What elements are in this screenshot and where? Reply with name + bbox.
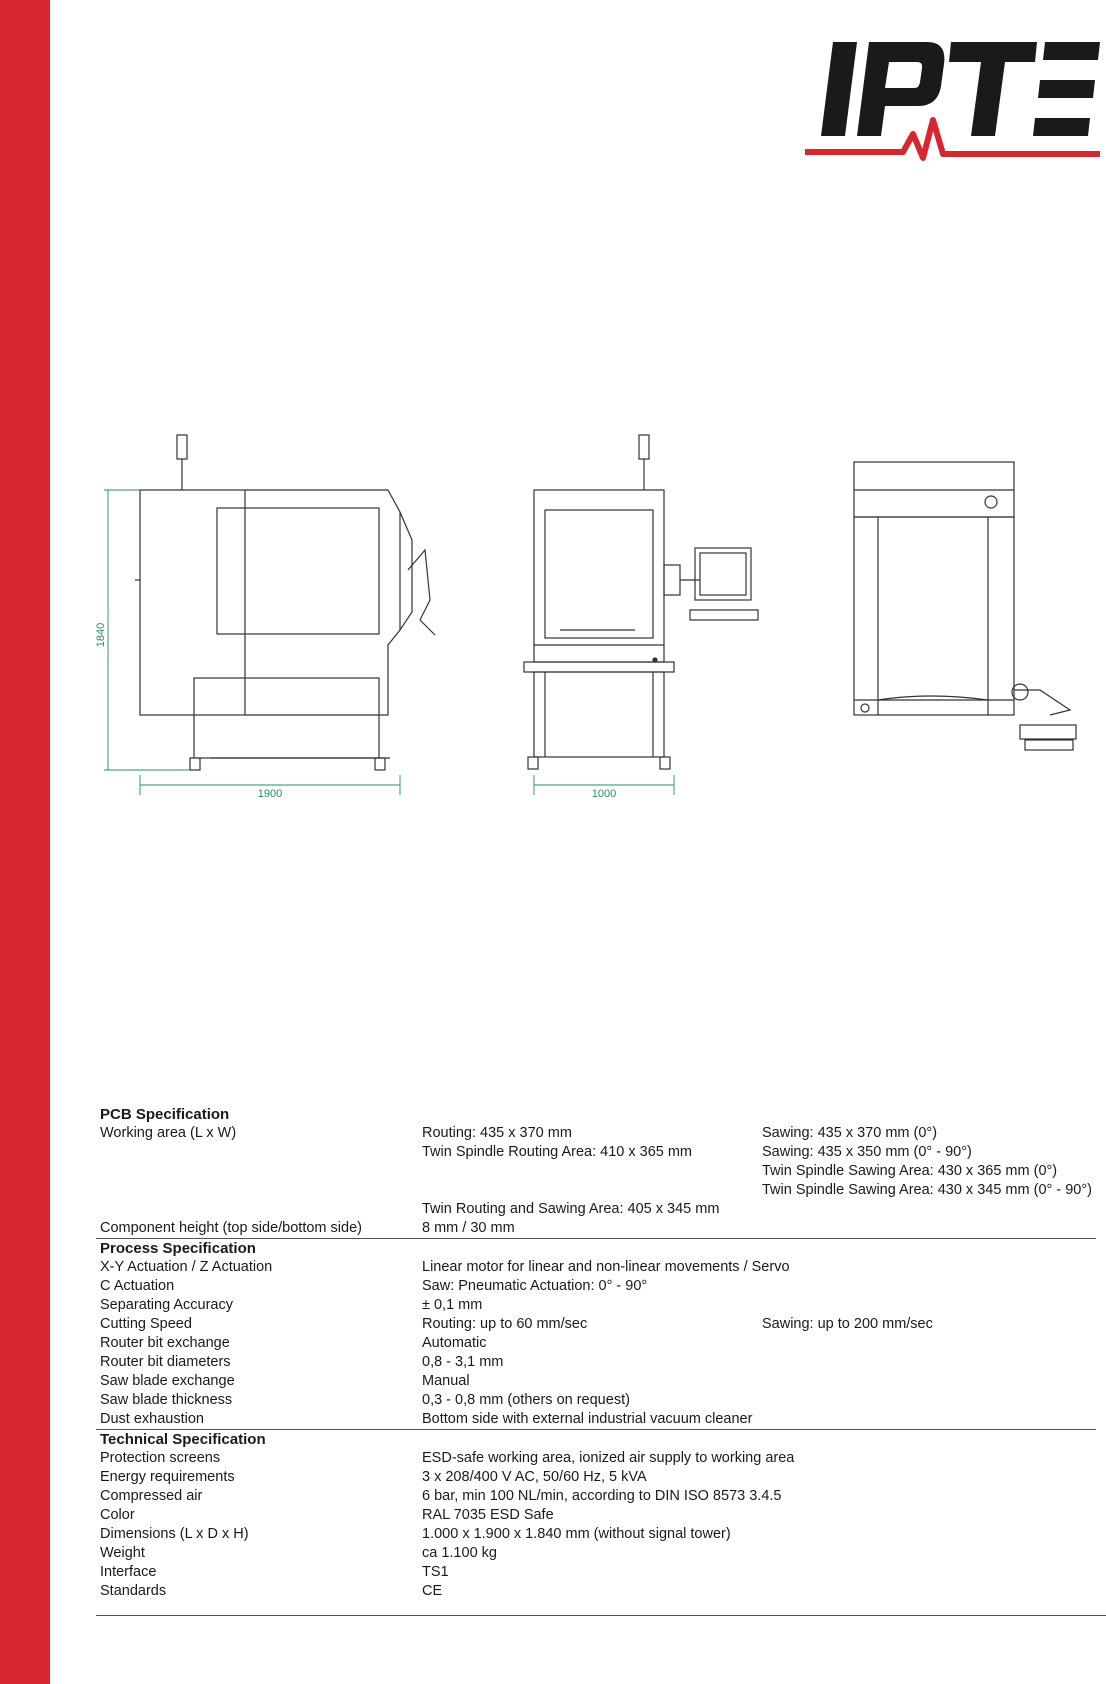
table-row bbox=[96, 1410, 1096, 1429]
table-row bbox=[96, 1296, 1096, 1315]
process-rows bbox=[96, 1258, 1096, 1429]
row-label: Working area (L x W) bbox=[100, 1125, 237, 1141]
row-label: Cutting Speed bbox=[100, 1316, 192, 1332]
row-value: Saw: Pneumatic Actuation: 0° - 90° bbox=[422, 1278, 648, 1294]
table-row bbox=[96, 1506, 1096, 1525]
table-row bbox=[96, 1277, 1096, 1296]
row-label: Saw blade thickness bbox=[100, 1392, 233, 1408]
front-view bbox=[524, 435, 758, 769]
pcb-specification bbox=[96, 1105, 1096, 1238]
row-value: Manual bbox=[422, 1373, 470, 1389]
table-row bbox=[96, 1143, 1096, 1162]
row-label: Dimensions (L x D x H) bbox=[100, 1526, 249, 1542]
table-row bbox=[96, 1353, 1096, 1372]
dim-height-label: 1840 bbox=[95, 622, 107, 648]
row-value: Bottom side with external industrial vacuum cleaner bbox=[422, 1411, 753, 1427]
row-label: Interface bbox=[100, 1564, 157, 1580]
row-extra bbox=[762, 1372, 1096, 1391]
table-row bbox=[96, 1200, 1096, 1219]
row-label: Router bit diameters bbox=[100, 1354, 231, 1370]
table-row bbox=[96, 1315, 1096, 1334]
row-value: ca 1.100 kg bbox=[422, 1545, 497, 1561]
top-view bbox=[854, 462, 1076, 750]
technical-specification bbox=[96, 1429, 1096, 1601]
row-label: Saw blade exchange bbox=[100, 1373, 235, 1389]
section-title: Technical Specification bbox=[100, 1431, 266, 1448]
row-extra: Twin Spindle Sawing Area: 430 x 345 mm (0° - 90°) bbox=[762, 1182, 1092, 1198]
row-label: Component height (top side/bottom side) bbox=[100, 1220, 362, 1236]
process-specification bbox=[96, 1238, 1096, 1429]
row-extra bbox=[762, 1410, 1096, 1429]
row-label: Standards bbox=[100, 1583, 167, 1599]
specification-table bbox=[96, 1105, 1096, 1601]
section-title: PCB Specification bbox=[100, 1106, 230, 1123]
row-label: Dust exhaustion bbox=[100, 1411, 204, 1427]
row-label: Compressed air bbox=[100, 1488, 203, 1504]
row-value: Twin Spindle Routing Area: 410 x 365 mm bbox=[422, 1144, 693, 1160]
row-value: Twin Routing and Sawing Area: 405 x 345 mm bbox=[422, 1201, 720, 1217]
row-label: C Actuation bbox=[100, 1278, 175, 1294]
row-extra: Twin Spindle Sawing Area: 430 x 365 mm (0°) bbox=[762, 1163, 1058, 1179]
row-extra bbox=[762, 1277, 1096, 1296]
side-view bbox=[135, 435, 435, 770]
row-value: CE bbox=[422, 1583, 443, 1599]
row-value: Routing: 435 x 370 mm bbox=[422, 1125, 572, 1141]
row-value: 8 mm / 30 mm bbox=[422, 1220, 515, 1236]
row-value: ± 0,1 mm bbox=[422, 1297, 483, 1313]
row-value: Linear motor for linear and non-linear movements / Servo bbox=[422, 1259, 790, 1275]
row-value: TS1 bbox=[422, 1564, 449, 1580]
table-row bbox=[96, 1525, 1096, 1544]
table-row bbox=[96, 1372, 1096, 1391]
row-label: X-Y Actuation / Z Actuation bbox=[100, 1259, 273, 1275]
row-label: Weight bbox=[100, 1545, 145, 1561]
row-extra bbox=[762, 1334, 1096, 1353]
table-row bbox=[96, 1219, 1096, 1238]
row-value: 0,8 - 3,1 mm bbox=[422, 1354, 504, 1370]
table-row bbox=[96, 1124, 1096, 1143]
table-row bbox=[96, 1162, 1096, 1181]
table-row bbox=[96, 1468, 1096, 1487]
table-row bbox=[96, 1391, 1096, 1410]
row-extra bbox=[762, 1258, 1096, 1277]
machine-technical-drawing bbox=[90, 430, 1106, 810]
row-value: 0,3 - 0,8 mm (others on request) bbox=[422, 1392, 630, 1408]
dim-width-front-label: 1000 bbox=[591, 788, 617, 800]
row-value: Automatic bbox=[422, 1335, 487, 1351]
row-extra bbox=[762, 1353, 1096, 1372]
row-extra: Sawing: 435 x 350 mm (0° - 90°) bbox=[762, 1144, 972, 1160]
table-row bbox=[96, 1449, 1096, 1468]
ipte-logo bbox=[805, 34, 1100, 164]
row-label: Protection screens bbox=[100, 1450, 221, 1466]
table-row bbox=[96, 1487, 1096, 1506]
row-extra bbox=[762, 1391, 1096, 1410]
row-value: RAL 7035 ESD Safe bbox=[422, 1507, 554, 1523]
row-value: 6 bar, min 100 NL/min, according to DIN ISO 8573 3.4.5 bbox=[422, 1488, 782, 1504]
table-row bbox=[96, 1258, 1096, 1277]
row-value: 1.000 x 1.900 x 1.840 mm (without signal tower) bbox=[422, 1526, 731, 1542]
row-label: Router bit exchange bbox=[100, 1335, 230, 1351]
table-row bbox=[96, 1544, 1096, 1563]
table-row bbox=[96, 1181, 1096, 1200]
row-label: Color bbox=[100, 1507, 135, 1523]
row-label: Separating Accuracy bbox=[100, 1297, 233, 1313]
row-extra bbox=[762, 1296, 1096, 1315]
row-extra: Sawing: 435 x 370 mm (0°) bbox=[762, 1125, 938, 1141]
section-title: Process Specification bbox=[100, 1240, 256, 1257]
row-extra: Sawing: up to 200 mm/sec bbox=[762, 1316, 933, 1332]
table-row bbox=[96, 1563, 1096, 1582]
table-row bbox=[96, 1334, 1096, 1353]
dim-width-side-label: 1900 bbox=[257, 788, 283, 800]
bottom-divider bbox=[96, 1615, 1106, 1616]
table-row bbox=[96, 1582, 1096, 1601]
row-value: 3 x 208/400 V AC, 50/60 Hz, 5 kVA bbox=[422, 1469, 647, 1485]
row-value: Routing: up to 60 mm/sec bbox=[422, 1316, 588, 1332]
row-label: Energy requirements bbox=[100, 1469, 235, 1485]
row-value: ESD-safe working area, ionized air supply to working area bbox=[422, 1450, 795, 1466]
red-side-bar bbox=[0, 0, 50, 1684]
